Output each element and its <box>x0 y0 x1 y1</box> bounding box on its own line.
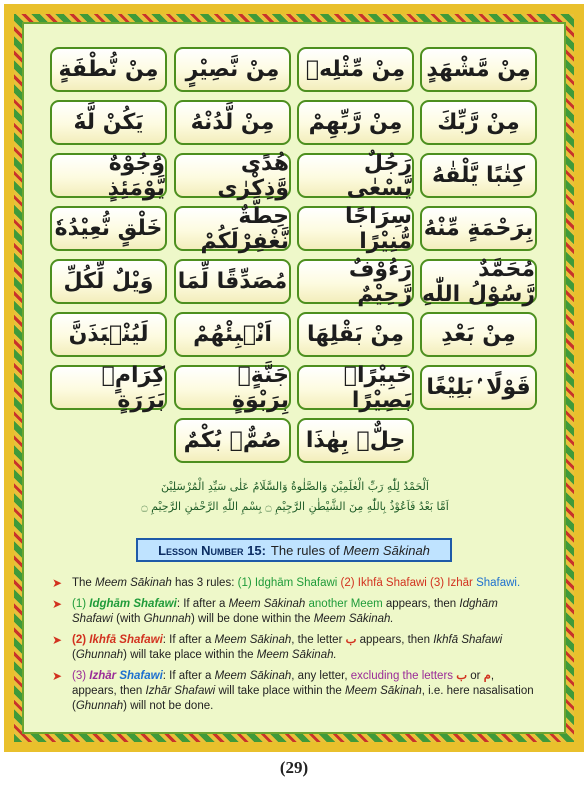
word-cell: سِرَاجًا مُّنِيْرًا <box>297 206 414 251</box>
word-cell: خَبِيْرًاۢ بَصِيْرًا <box>297 365 414 410</box>
word-cell: خَلْقٍ نُّعِيْدُهٗ <box>50 206 167 251</box>
word-cell: كِتٰبًا يَّلْقٰهُ <box>420 153 537 198</box>
word-cell: مُصَدِّقًا لِّمَا <box>174 259 291 304</box>
word-cell: جَنَّةٍۢ بِرَبْوَةٍ <box>174 365 291 410</box>
word-cell: صُمٌّۢ بُكْمٌ <box>174 418 291 463</box>
word-cell: مِنْ بَقْلِهَا <box>297 312 414 357</box>
word-cell: كِرَامٍۢ بَرَرَةٍ <box>50 365 167 410</box>
rule-item-overview: ➤ The Meem Sākinah has 3 rules: (1) Idghām Shafawi (2) Ikhfā Shafawi (3) Izhār Shafawi. <box>52 576 521 590</box>
rule-item-izhar: ➤ (3) Izhār Shafawi: If after a Meem Sākinah, any letter, excluding the letters ب or م, appears, then Izhār Shafawi will take place within the Meem Sākinah, i.e. here nasalisation (Ghunnah) will not be done. <box>52 669 534 712</box>
lesson-title: Lesson Number 15: <box>158 542 266 558</box>
word-cell: قَوْلًا ۢبَلِيْغًا <box>420 365 537 410</box>
word-cell: مِنْ مِّثْلِهٖ <box>297 47 414 92</box>
word-cell: هُدًى وَّذِكْرٰى <box>174 153 291 198</box>
lesson-heading <box>136 538 452 562</box>
word-cell: مِنْ بَعْدِ <box>420 312 537 357</box>
word-cell: حِلٌّۢ بِهٰذَا <box>297 418 414 463</box>
word-cell: مِنْ لَّدُنْهُ <box>174 100 291 145</box>
dua-line-2: اَمَّا بَعْدُ فَاَعُوْذُ بِاللّٰهِ مِنَ الشَّيْطٰنِ الرَّجِيْمِ ۝ بِسْمِ اللّٰهِ الرَّحْمٰنِ الرَّحِيْمِ ۝ <box>141 500 449 513</box>
word-cell: مِنْ نُّطْفَةٍ <box>50 47 167 92</box>
rule-item-ikhfa: ➤ (2) Ikhfā Shafawi: If after a Meem Sākinah, the letter ب appears, then Ikhfā Shafawi (Ghunnah) will take place within the Meem Sākinah. <box>52 633 503 661</box>
rule-item-idgham: ➤ (1) Idghām Shafawi: If after a Meem Sākinah another Meem appears, then Idghām Shafawi (with Ghunnah) will be done within the Meem Sākinah. <box>52 597 498 625</box>
word-cell: مِنْ رَّبِّكَ <box>420 100 537 145</box>
word-cell: لَيُنْۢبَذَنَّ <box>50 312 167 357</box>
word-cell: مِنْ نَّصِيْرٍ <box>174 47 291 92</box>
word-cell: مُحَمَّدٌ رَّسُوْلُ اللّٰهِ <box>420 259 537 304</box>
word-cell: حِطَّةٌ نَّغْفِرْلَكُمْ <box>174 206 291 251</box>
word-cell: رَءُوْفٌ رَّحِيْمٌ <box>297 259 414 304</box>
lesson-subtitle: The rules of Meem Sākinah <box>270 542 430 558</box>
word-cell: وُجُوْهٌ يَّوْمَئِذٍ <box>50 153 167 198</box>
word-cell: وَيْلٌ لِّكُلِّ <box>50 259 167 304</box>
arrow-bullet-icon: ➤ <box>52 576 63 590</box>
rules-list <box>50 576 538 720</box>
arrow-bullet-icon: ➤ <box>52 669 63 683</box>
arrow-bullet-icon: ➤ <box>52 633 63 647</box>
word-cell: رَجُلٌ يَّسْعٰى <box>297 153 414 198</box>
word-cell: اَنْۢبِئْهُمْ <box>174 312 291 357</box>
page-number: (29) <box>279 758 309 777</box>
word-cell: مِنْ رَّبِّهِمْ <box>297 100 414 145</box>
word-cell: يَكُنْ لَّهٗ <box>50 100 167 145</box>
dua-line-1: اَلْحَمْدُ لِلّٰهِ رَبِّ الْعٰلَمِيْنَ وَالصَّلٰوةُ وَالسَّلَامُ عَلٰى سَيِّدِ الْمُرْسَلِيْنَ <box>161 480 429 493</box>
word-cell: بِرَحْمَةٍ مِّنْهُ <box>420 206 537 251</box>
word-cell: مِنْ مَّشْهَدٍ <box>420 47 537 92</box>
arrow-bullet-icon: ➤ <box>52 597 63 611</box>
